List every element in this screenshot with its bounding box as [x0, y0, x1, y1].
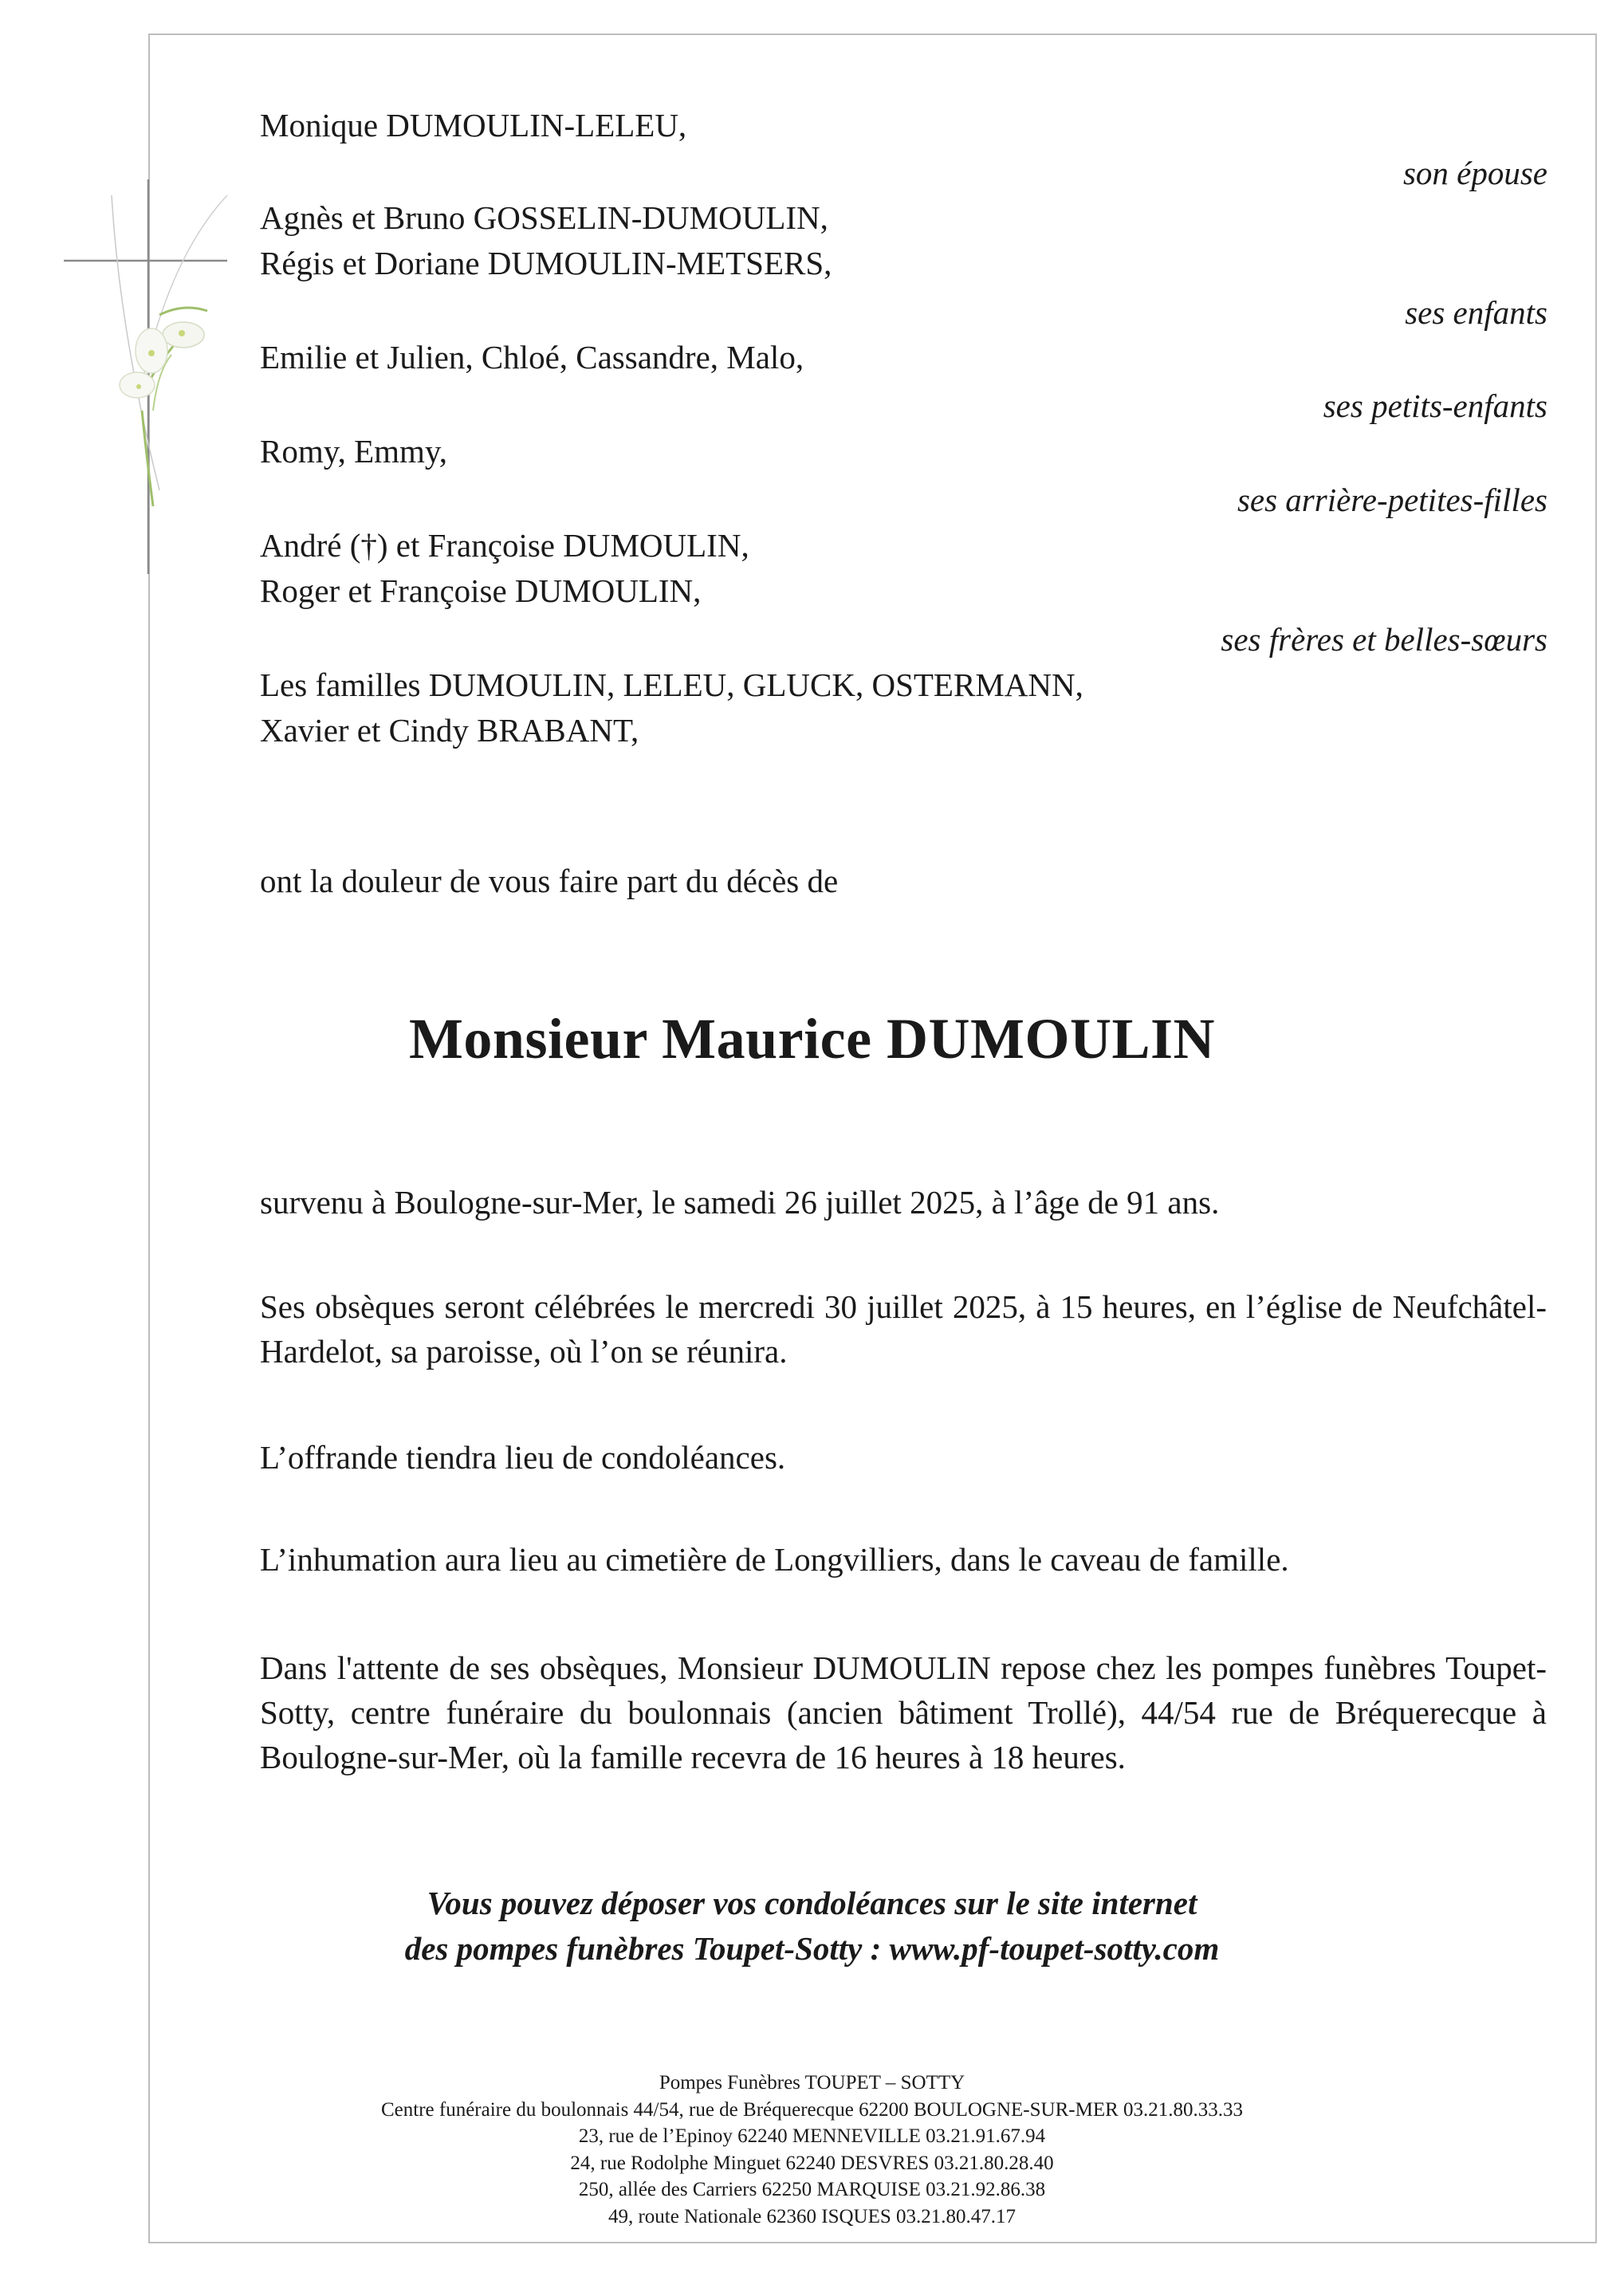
footer-address-isques: 49, route Nationale 62360 ISQUES 03.21.80.47.17 — [608, 2205, 1016, 2227]
offering-note: L’offrande tiendra lieu de condoléances. — [260, 1439, 786, 1476]
relation-great-grandchildren: ses arrière-petites-filles — [1237, 482, 1547, 518]
family-line-spouse: Monique DUMOULIN-LELEU, — [260, 107, 687, 144]
funeral-home-footer — [0, 2070, 1624, 2230]
family-line-child-1: Agnès et Bruno GOSSELIN-DUMOULIN, — [260, 199, 828, 236]
visitation-details: Dans l'attente de ses obsèques, Monsieur DUMOULIN repose chez les pompes funèbres Toupet-Sotty, centre funéraire du boulonnais (ancien bâtiment Trollé), 44/54 rue de Bréquerecque à Boulogne-sur-Mer, où la famille recevra de 16 heures à 18 heures. — [260, 1649, 1547, 1775]
condolence-note-line-2: des pompes funèbres Toupet-Sotty : www.pf-toupet-sotty.com — [404, 1930, 1220, 1967]
family-line-sibling-2: Roger et Françoise DUMOULIN, — [260, 572, 702, 609]
family-line-friends: Xavier et Cindy BRABANT, — [260, 712, 639, 749]
relation-spouse: son épouse — [1402, 155, 1547, 191]
deceased-name: Monsieur Maurice DUMOULIN — [408, 1007, 1216, 1071]
relation-children: ses enfants — [1405, 294, 1547, 331]
family-line-child-2: Régis et Doriane DUMOULIN-METSERS, — [260, 245, 832, 281]
relation-grandchildren: ses petits-enfants — [1323, 387, 1547, 424]
funeral-details: Ses obsèques seront célébrées le mercredi 30 juillet 2025, à 15 heures, en l’église de Neufchâtel-Hardelot, sa paroisse, où l’on se réunira. — [260, 1288, 1547, 1370]
footer-address-desvres: 24, rue Rodolphe Minguet 62240 DESVRES 03.21.80.28.40 — [570, 2152, 1054, 2174]
death-details: survenu à Boulogne-sur-Mer, le samedi 26 juillet 2025, à l’âge de 91 ans. — [260, 1184, 1220, 1221]
family-line-families: Les familles DUMOULIN, LELEU, GLUCK, OSTERMANN, — [260, 666, 1083, 703]
footer-company: Pompes Funèbres TOUPET – SOTTY — [659, 2072, 965, 2094]
footer-address-marquise: 250, allée des Carriers 62250 MARQUISE 03.21.92.86.38 — [578, 2179, 1046, 2200]
family-line-sibling-1: André (†) et Françoise DUMOULIN, — [260, 527, 749, 564]
family-line-grandchildren: Emilie et Julien, Chloé, Cassandre, Malo, — [260, 339, 804, 375]
burial-details: L’inhumation aura lieu au cimetière de Longvilliers, dans le caveau de famille. — [260, 1541, 1289, 1578]
footer-address-menneville: 23, rue de l’Epinoy 62240 MENNEVILLE 03.21.91.67.94 — [578, 2125, 1046, 2147]
announcement-text: ont la douleur de vous faire part du décès de — [260, 863, 839, 899]
cross-with-lilies-icon — [64, 171, 239, 586]
condolence-note-line-1: Vous pouvez déposer vos condoléances sur le site internet — [427, 1885, 1197, 1921]
relation-siblings: ses frères et belles-sœurs — [1221, 621, 1547, 658]
footer-address-boulogne: Centre funéraire du boulonnais 44/54, rue de Bréquerecque 62200 BOULOGNE-SUR-MER 03.21.80.33.33 — [380, 2098, 1244, 2121]
family-line-great-grandchildren: Romy, Emmy, — [260, 433, 447, 470]
